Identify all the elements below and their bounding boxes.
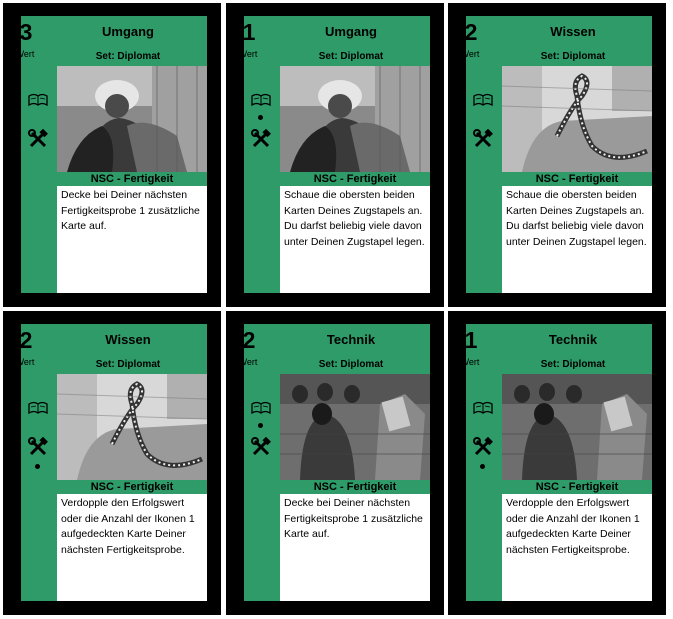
dot-marker: [480, 464, 485, 469]
value-label: Wert: [238, 49, 258, 59]
book-icon: [251, 401, 271, 420]
card-illustration: [280, 374, 430, 480]
card-title: Umgang: [102, 24, 154, 39]
card-type: NSC - Fertigkeit: [57, 172, 207, 186]
card-title: Technik: [326, 332, 376, 347]
book-icon: [473, 401, 493, 420]
card-type: NSC - Fertigkeit: [502, 480, 652, 494]
book-icon: [251, 93, 271, 112]
card-value: 2: [464, 19, 478, 45]
card-title: Wissen: [550, 24, 596, 39]
card-value: 2: [19, 327, 33, 353]
game-card[interactable]: [448, 3, 666, 307]
card-set: Set: Diplomat: [95, 359, 161, 370]
tools-icon: [473, 129, 493, 154]
card-text: Decke bei Deiner nächsten Fertigkeitsprobe 1 zusätzliche Karte auf.: [280, 494, 430, 601]
value-label: Wert: [460, 49, 480, 59]
game-card[interactable]: [3, 311, 221, 615]
game-card[interactable]: [226, 3, 444, 307]
card-illustration: [502, 66, 652, 172]
card-set: Set: Diplomat: [540, 359, 606, 370]
value-label: Wert: [460, 357, 480, 367]
card-value: 2: [242, 327, 256, 353]
book-icon: [28, 93, 48, 112]
card-illustration: [280, 66, 430, 172]
card-title: Technik: [548, 332, 598, 347]
card-type: NSC - Fertigkeit: [57, 480, 207, 494]
card-illustration: [502, 374, 652, 480]
card-type: NSC - Fertigkeit: [280, 480, 430, 494]
book-icon: [473, 93, 493, 112]
card-set: Set: Diplomat: [318, 51, 384, 62]
card-set: Set: Diplomat: [95, 51, 161, 62]
card-type: NSC - Fertigkeit: [280, 172, 430, 186]
tools-icon: [473, 437, 493, 462]
card-text: Schaue die obersten beiden Karten Deines Zugstapels an. Du darfst beliebig viele davon unter Deinen Zugstapel legen.: [280, 186, 430, 293]
book-icon: [28, 401, 48, 420]
dot-marker: [258, 423, 263, 428]
value-label: Wert: [238, 357, 258, 367]
card-value: 1: [464, 327, 478, 353]
tools-icon: [251, 129, 271, 154]
tools-icon: [28, 129, 48, 154]
card-type: NSC - Fertigkeit: [502, 172, 652, 186]
card-value: 3: [19, 19, 33, 45]
card-illustration: [57, 374, 207, 480]
card-set: Set: Diplomat: [318, 359, 384, 370]
tools-icon: [28, 437, 48, 462]
card-text: Verdopple den Erfolgswert oder die Anzahl der Ikonen 1 aufgedeckten Karte Deiner nächsten Fertigkeitsprobe.: [57, 494, 207, 601]
game-card[interactable]: [3, 3, 221, 307]
dot-marker: [35, 464, 40, 469]
card-title: Umgang: [325, 24, 377, 39]
card-illustration: [57, 66, 207, 172]
tools-icon: [251, 437, 271, 462]
game-card[interactable]: [448, 311, 666, 615]
card-text: Verdopple den Erfolgswert oder die Anzahl der Ikonen 1 aufgedeckten Karte Deiner nächsten Fertigkeitsprobe.: [502, 494, 652, 601]
card-title: Wissen: [105, 332, 151, 347]
card-value: 1: [242, 19, 256, 45]
card-set: Set: Diplomat: [540, 51, 606, 62]
card-text: Schaue die obersten beiden Karten Deines Zugstapels an. Du darfst beliebig viele davon unter Deinen Zugstapel legen.: [502, 186, 652, 293]
value-label: Wert: [15, 357, 35, 367]
card-text: Decke bei Deiner nächsten Fertigkeitsprobe 1 zusätzliche Karte auf.: [57, 186, 207, 293]
game-card[interactable]: [226, 311, 444, 615]
dot-marker: [258, 115, 263, 120]
value-label: Wert: [15, 49, 35, 59]
